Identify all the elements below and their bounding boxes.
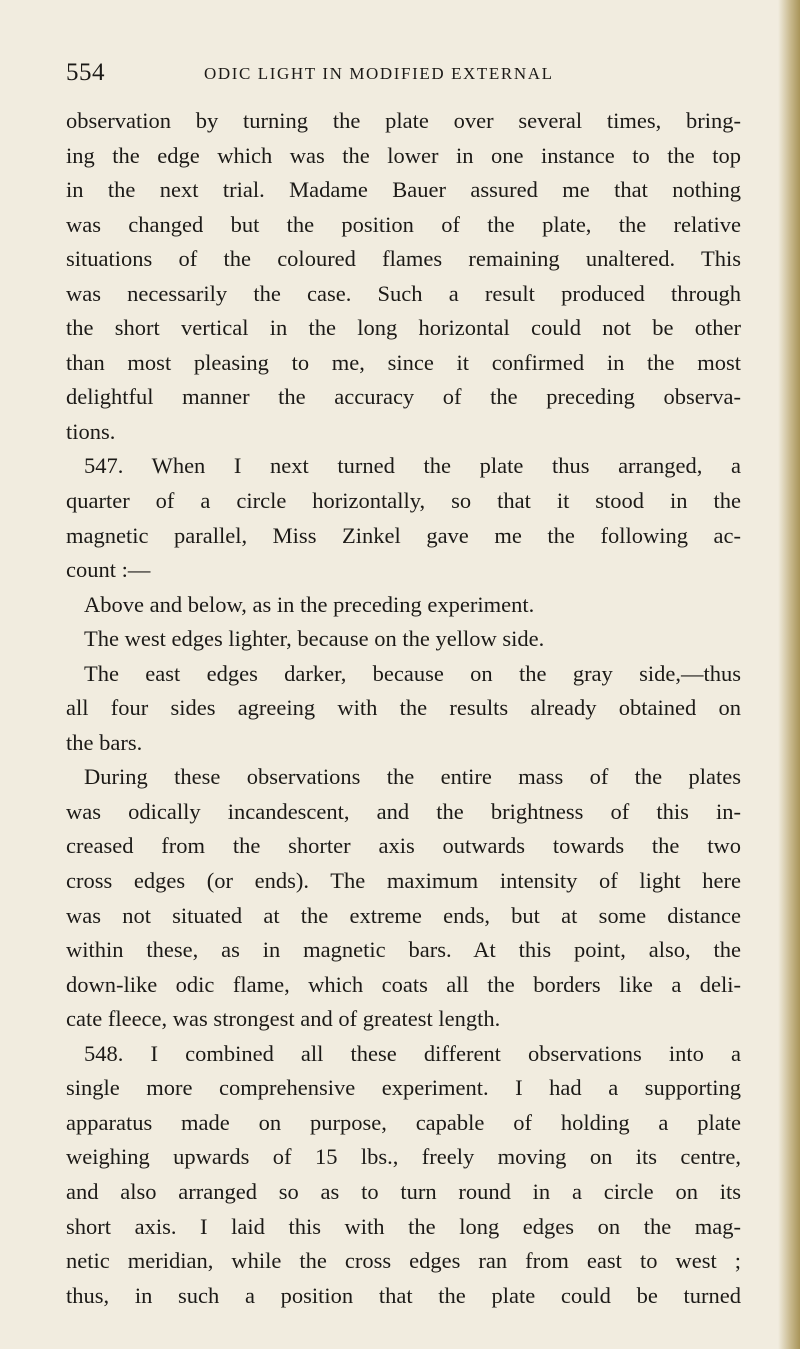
text-line: cross edges (or ends). The maximum intensity of light here <box>66 868 741 894</box>
text-line: the short vertical in the long horizontal could not be other <box>66 315 741 341</box>
text-line: was not situated at the extreme ends, but at some distance <box>66 902 741 928</box>
text-line: During these observations the entire mass of the plates <box>84 764 741 790</box>
text-line: down-like odic flame, which coats all the borders like a deli- <box>66 971 741 997</box>
text-line: was odically incandescent, and the brightness of this in- <box>66 798 741 824</box>
text-line: cate fleece, was strongest and of greatest length. <box>66 1006 501 1032</box>
text-line: short axis. I laid this with the long edges on the mag- <box>66 1213 741 1239</box>
text-line: The west edges lighter, because on the yellow side. <box>84 626 545 652</box>
text-line: within these, as in magnetic bars. At this point, also, the <box>66 937 741 963</box>
text-line: was changed but the position of the plate, the relative <box>66 211 741 237</box>
text-line: and also arranged so as to turn round in a circle on its <box>66 1178 741 1204</box>
running-head <box>66 56 756 90</box>
text-line: netic meridian, while the cross edges ran from east to west ; <box>66 1248 741 1274</box>
text-line: count :— <box>66 557 151 583</box>
text-line: situations of the coloured flames remaining unaltered. This <box>66 246 741 272</box>
text-line: all four sides agreeing with the results already obtained on <box>66 695 741 721</box>
text-line: 547. When I next turned the plate thus arranged, a <box>84 453 741 479</box>
text-line: the bars. <box>66 729 143 755</box>
text-line: apparatus made on purpose, capable of holding a plate <box>66 1109 741 1135</box>
text-line: single more comprehensive experiment. I had a supporting <box>66 1075 741 1101</box>
text-line: thus, in such a position that the plate could be turned <box>66 1282 741 1308</box>
text-line: Above and below, as in the preceding experiment. <box>84 591 535 617</box>
text-line: 548. I combined all these different observations into a <box>84 1040 741 1066</box>
text-line: weighing upwards of 15 lbs., freely moving on its centre, <box>66 1144 741 1170</box>
page-number: 554 <box>66 59 105 86</box>
text-line: ing the edge which was the lower in one instance to the top <box>66 142 741 168</box>
text-line: tions. <box>66 418 116 444</box>
text-line: The east edges darker, because on the gray side,—thus <box>84 660 741 686</box>
page-edge-shadow <box>778 0 800 1349</box>
text-line: magnetic parallel, Miss Zinkel gave me the following ac- <box>66 522 741 548</box>
text-line: observation by turning the plate over several times, bring- <box>66 108 741 133</box>
text-line: quarter of a circle horizontally, so that it stood in the <box>66 488 741 514</box>
text-line: delightful manner the accuracy of the preceding observa- <box>66 384 741 410</box>
body-text <box>66 104 741 1313</box>
text-line: than most pleasing to me, since it confirmed in the most <box>66 349 741 375</box>
text-line: creased from the shorter axis outwards towards the two <box>66 833 741 859</box>
text-line: in the next trial. Madame Bauer assured me that nothing <box>66 177 741 203</box>
running-title: ODIC LIGHT IN MODIFIED EXTERNAL <box>204 64 554 83</box>
text-line: was necessarily the case. Such a result produced through <box>66 280 741 306</box>
